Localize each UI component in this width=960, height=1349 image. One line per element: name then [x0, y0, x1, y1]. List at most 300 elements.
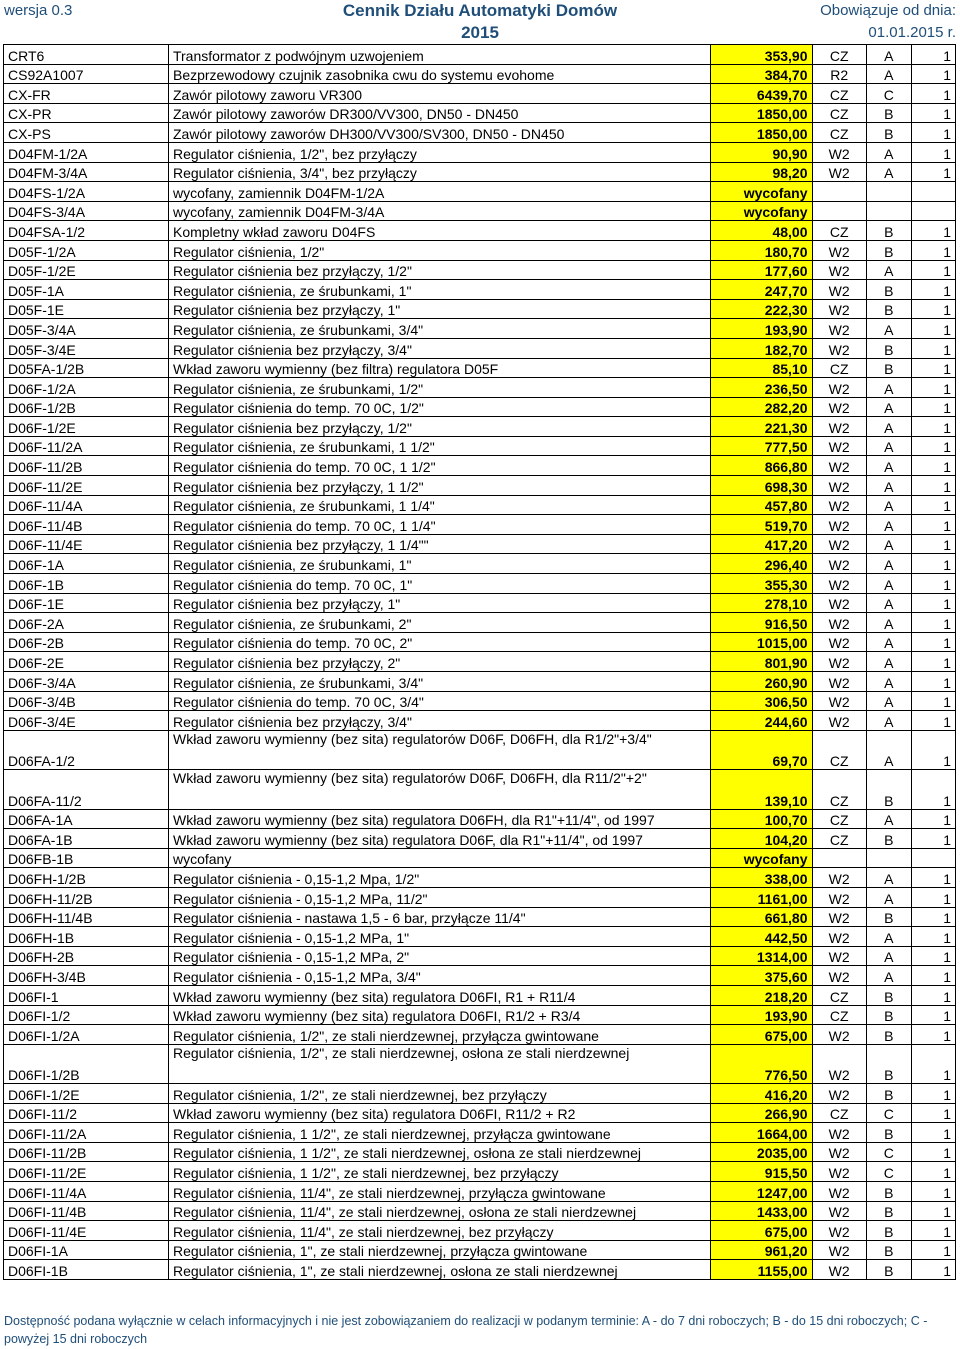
price-group-cell: W2 [812, 280, 866, 300]
price-cell: 1850,00 [711, 123, 812, 143]
price-cell: 85,10 [711, 358, 812, 378]
unit-cell: 1 [911, 1123, 955, 1143]
valid-from-date: 01.01.2015 r. [868, 24, 956, 41]
price-group-cell: W2 [812, 632, 866, 652]
table-row [4, 123, 956, 143]
unit-cell: 1 [911, 123, 955, 143]
unit-cell: 1 [911, 632, 955, 652]
price-cell: 457,80 [711, 495, 812, 515]
product-code-cell: D06FI-1A [4, 1240, 169, 1260]
price-group-cell: W2 [812, 1123, 866, 1143]
description-cell: Regulator ciśnienia bez przyłączy, 3/4" [168, 338, 710, 358]
price-group-cell: W2 [812, 652, 866, 672]
unit-cell: 1 [911, 946, 955, 966]
description-cell: Regulator ciśnienia, 1", ze stali nierdzewnej, osłona ze stali nierdzewnej [168, 1260, 710, 1280]
availability-cell: A [866, 593, 911, 613]
description-cell: wycofany, zamiennik D04FM-3/4A [168, 201, 710, 221]
unit-cell [911, 848, 955, 868]
price-group-cell: W2 [812, 534, 866, 554]
unit-cell: 1 [911, 1142, 955, 1162]
table-row [4, 1084, 956, 1104]
unit-cell: 1 [911, 1103, 955, 1123]
description-cell: Regulator ciśnienia bez przyłączy, 1" [168, 593, 710, 613]
price-group-cell: CZ [812, 103, 866, 123]
product-code-cell: D05F-3/4A [4, 319, 169, 339]
product-code-cell: D06FI-1/2B [4, 1044, 169, 1083]
table-row [4, 221, 956, 241]
price-cell: 236,50 [711, 378, 812, 398]
product-code-cell: D04FS-3/4A [4, 201, 169, 221]
description-cell: Regulator ciśnienia, 1/2", ze stali nierdzewnej, osłona ze stali nierdzewnej [168, 1044, 710, 1083]
product-code-cell: D05FA-1/2B [4, 358, 169, 378]
price-group-cell: W2 [812, 907, 866, 927]
title-line-2: 2015 [461, 23, 499, 42]
description-cell: Regulator ciśnienia bez przyłączy, 1/2" [168, 417, 710, 437]
unit-cell: 1 [911, 1025, 955, 1045]
table-row [4, 632, 956, 652]
table-row [4, 1142, 956, 1162]
price-cell: 177,60 [711, 260, 812, 280]
product-code-cell: D06F-3/4B [4, 691, 169, 711]
description-cell: Regulator ciśnienia, ze śrubunkami, 1/2" [168, 378, 710, 398]
price-cell: 915,50 [711, 1162, 812, 1182]
availability-cell: B [866, 1221, 911, 1241]
description-cell: Wkład zaworu wymienny (bez sita) regulatora D06FI, R1/2 + R3/4 [168, 1005, 710, 1025]
availability-cell: B [866, 1044, 911, 1083]
product-code-cell: D06FA-1B [4, 829, 169, 849]
price-group-cell: W2 [812, 338, 866, 358]
product-code-cell: CX-PR [4, 103, 169, 123]
product-code-cell: D06FI-1 [4, 985, 169, 1005]
description-cell: Regulator ciśnienia, 1", ze stali nierdzewnej, przyłącza gwintowane [168, 1240, 710, 1260]
price-group-cell: CZ [812, 123, 866, 143]
price-group-cell: W2 [812, 691, 866, 711]
description-cell: Zawór pilotowy zaworów DR300/VV300, DN50 - DN450 [168, 103, 710, 123]
product-code-cell: D04FS-1/2A [4, 182, 169, 202]
price-cell: 1155,00 [711, 1260, 812, 1280]
availability-cell: B [866, 1084, 911, 1104]
table-row [4, 613, 956, 633]
product-code-cell: D06FH-1B [4, 927, 169, 947]
price-cell: 244,60 [711, 711, 812, 731]
description-cell: Regulator ciśnienia, 11/4", ze stali nierdzewnej, osłona ze stali nierdzewnej [168, 1201, 710, 1221]
price-group-cell: W2 [812, 436, 866, 456]
version-label: wersja 0.3 [4, 2, 73, 19]
price-group-cell: CZ [812, 358, 866, 378]
availability-cell: A [866, 397, 911, 417]
price-group-cell: W2 [812, 142, 866, 162]
price-cell: wycofany [711, 201, 812, 221]
product-code-cell: D06F-11/4E [4, 534, 169, 554]
product-code-cell: CRT6 [4, 45, 169, 65]
price-group-cell: W2 [812, 1260, 866, 1280]
price-cell: 375,60 [711, 966, 812, 986]
product-code-cell: D06F-11/4B [4, 515, 169, 535]
price-group-cell: W2 [812, 1044, 866, 1083]
price-group-cell: W2 [812, 868, 866, 888]
description-cell: Regulator ciśnienia, ze śrubunkami, 1" [168, 554, 710, 574]
price-cell: 776,50 [711, 1044, 812, 1083]
product-code-cell: D06F-1E [4, 593, 169, 613]
price-group-cell: W2 [812, 574, 866, 594]
price-cell: 247,70 [711, 280, 812, 300]
description-cell: Wkład zaworu wymienny (bez sita) regulatora D06FI, R1 + R11/4 [168, 985, 710, 1005]
description-cell: Regulator ciśnienia, ze śrubunkami, 1" [168, 280, 710, 300]
unit-cell: 1 [911, 280, 955, 300]
availability-cell: A [866, 691, 911, 711]
availability-cell: A [866, 378, 911, 398]
table-row [4, 240, 956, 260]
availability-cell: B [866, 1201, 911, 1221]
unit-cell: 1 [911, 554, 955, 574]
table-row [4, 45, 956, 65]
availability-cell: A [866, 613, 911, 633]
table-row [4, 142, 956, 162]
price-cell: 417,20 [711, 534, 812, 554]
unit-cell: 1 [911, 927, 955, 947]
unit-cell: 1 [911, 574, 955, 594]
table-row [4, 652, 956, 672]
product-code-cell: D06F-1/2A [4, 378, 169, 398]
price-group-cell: CZ [812, 84, 866, 104]
price-group-cell: W2 [812, 1142, 866, 1162]
availability-cell: A [866, 868, 911, 888]
price-cell: 1664,00 [711, 1123, 812, 1143]
table-row [4, 1162, 956, 1182]
price-group-cell [812, 201, 866, 221]
description-cell: Regulator ciśnienia do temp. 70 0C, 3/4" [168, 691, 710, 711]
description-cell: Zawór pilotowy zaworów DH300/VV300/SV300, DN50 - DN450 [168, 123, 710, 143]
price-group-cell: W2 [812, 1201, 866, 1221]
unit-cell: 1 [911, 907, 955, 927]
table-row [4, 495, 956, 515]
price-group-cell: W2 [812, 1221, 866, 1241]
availability-cell: B [866, 280, 911, 300]
price-cell: 260,90 [711, 672, 812, 692]
product-code-cell: D04FM-3/4A [4, 162, 169, 182]
description-cell: Regulator ciśnienia - nastawa 1,5 - 6 bar, przyłącze 11/4" [168, 907, 710, 927]
price-group-cell: W2 [812, 1182, 866, 1202]
availability-cell: A [866, 495, 911, 515]
table-row [4, 985, 956, 1005]
unit-cell: 1 [911, 711, 955, 731]
table-row [4, 868, 956, 888]
price-cell: 355,30 [711, 574, 812, 594]
table-row [4, 672, 956, 692]
product-code-cell: D06FH-2B [4, 946, 169, 966]
description-cell: Regulator ciśnienia, 11/4", ze stali nierdzewnej, bez przyłączy [168, 1221, 710, 1241]
description-cell: Regulator ciśnienia, ze śrubunkami, 3/4" [168, 672, 710, 692]
availability-cell: B [866, 1182, 911, 1202]
product-code-cell: D06FA-11/2 [4, 770, 169, 809]
unit-cell: 1 [911, 1084, 955, 1104]
price-cell: 100,70 [711, 809, 812, 829]
description-cell: Regulator ciśnienia - 0,15-1,2 Mpa, 1/2" [168, 868, 710, 888]
availability-cell: B [866, 358, 911, 378]
price-cell: 916,50 [711, 613, 812, 633]
table-row [4, 809, 956, 829]
table-row [4, 515, 956, 535]
product-code-cell: D06F-3/4A [4, 672, 169, 692]
product-code-cell: D05F-3/4E [4, 338, 169, 358]
unit-cell: 1 [911, 770, 955, 809]
product-code-cell: D06F-11/2B [4, 456, 169, 476]
price-group-cell: R2 [812, 64, 866, 84]
availability-cell: A [866, 476, 911, 496]
description-cell: Wkład zaworu wymienny (bez sita) regulatora D06F, dla R1"+11/4", od 1997 [168, 829, 710, 849]
availability-cell: A [866, 632, 911, 652]
table-row [4, 378, 956, 398]
price-group-cell: CZ [812, 221, 866, 241]
unit-cell: 1 [911, 613, 955, 633]
table-row [4, 1123, 956, 1143]
product-code-cell: D05F-1E [4, 299, 169, 319]
product-code-cell: D06F-2A [4, 613, 169, 633]
price-group-cell: W2 [812, 240, 866, 260]
product-code-cell: D06F-1A [4, 554, 169, 574]
price-cell: 1015,00 [711, 632, 812, 652]
table-row [4, 829, 956, 849]
unit-cell: 1 [911, 966, 955, 986]
availability-cell: C [866, 1162, 911, 1182]
product-code-cell: CX-FR [4, 84, 169, 104]
description-cell: Regulator ciśnienia, 1 1/2", ze stali nierdzewnej, bez przyłączy [168, 1162, 710, 1182]
unit-cell: 1 [911, 397, 955, 417]
price-cell: 661,80 [711, 907, 812, 927]
unit-cell [911, 182, 955, 202]
table-row [4, 848, 956, 868]
product-code-cell: D06FH-1/2B [4, 868, 169, 888]
unit-cell: 1 [911, 672, 955, 692]
availability-cell: A [866, 574, 911, 594]
table-row [4, 730, 956, 769]
product-code-cell: D06FI-11/4A [4, 1182, 169, 1202]
price-group-cell: W2 [812, 966, 866, 986]
product-code-cell: D06FI-11/2B [4, 1142, 169, 1162]
price-cell: 218,20 [711, 985, 812, 1005]
description-cell: Wkład zaworu wymienny (bez filtra) regulatora D05F [168, 358, 710, 378]
unit-cell: 1 [911, 64, 955, 84]
price-group-cell: CZ [812, 1005, 866, 1025]
product-code-cell: CS92A1007 [4, 64, 169, 84]
table-row [4, 574, 956, 594]
availability-cell: C [866, 1103, 911, 1123]
description-cell: Regulator ciśnienia bez przyłączy, 1 1/2" [168, 476, 710, 496]
availability-cell: A [866, 436, 911, 456]
description-cell: Kompletny wkład zaworu D04FS [168, 221, 710, 241]
product-code-cell: CX-PS [4, 123, 169, 143]
description-cell: Regulator ciśnienia do temp. 70 0C, 1 1/2" [168, 456, 710, 476]
unit-cell: 1 [911, 1240, 955, 1260]
unit-cell: 1 [911, 1260, 955, 1280]
unit-cell: 1 [911, 730, 955, 769]
description-cell: Regulator ciśnienia, 1 1/2", ze stali nierdzewnej, osłona ze stali nierdzewnej [168, 1142, 710, 1162]
table-row [4, 1221, 956, 1241]
price-cell: 442,50 [711, 927, 812, 947]
availability-cell: A [866, 162, 911, 182]
product-code-cell: D05F-1/2E [4, 260, 169, 280]
availability-cell: B [866, 1005, 911, 1025]
availability-cell [866, 182, 911, 202]
availability-cell: A [866, 554, 911, 574]
table-row [4, 887, 956, 907]
product-code-cell: D06FI-1/2A [4, 1025, 169, 1045]
price-cell: 278,10 [711, 593, 812, 613]
product-code-cell: D06F-3/4E [4, 711, 169, 731]
unit-cell: 1 [911, 652, 955, 672]
unit-cell: 1 [911, 1201, 955, 1221]
description-cell: Regulator ciśnienia, 3/4", bez przyłączy [168, 162, 710, 182]
price-cell: 1247,00 [711, 1182, 812, 1202]
price-group-cell: W2 [812, 417, 866, 437]
availability-cell: B [866, 240, 911, 260]
price-cell: 306,50 [711, 691, 812, 711]
price-table-body [4, 45, 956, 1280]
description-cell: Regulator ciśnienia do temp. 70 0C, 1" [168, 574, 710, 594]
description-cell: Regulator ciśnienia, 1/2", bez przyłączy [168, 142, 710, 162]
product-code-cell: D06F-2E [4, 652, 169, 672]
product-code-cell: D06FI-1/2 [4, 1005, 169, 1025]
table-row [4, 1044, 956, 1083]
table-row [4, 397, 956, 417]
table-row [4, 691, 956, 711]
price-group-cell: W2 [812, 593, 866, 613]
unit-cell: 1 [911, 358, 955, 378]
description-cell: Regulator ciśnienia, ze śrubunkami, 1 1/2" [168, 436, 710, 456]
price-table [3, 44, 956, 1280]
price-cell: 338,00 [711, 868, 812, 888]
availability-cell: A [866, 809, 911, 829]
unit-cell: 1 [911, 162, 955, 182]
availability-cell: C [866, 84, 911, 104]
valid-from-label: Obowiązuje od dnia: [820, 2, 956, 19]
availability-cell: A [866, 319, 911, 339]
product-code-cell: D05F-1/2A [4, 240, 169, 260]
product-code-cell: D06FH-11/4B [4, 907, 169, 927]
table-row [4, 476, 956, 496]
price-group-cell: W2 [812, 495, 866, 515]
table-row [4, 1201, 956, 1221]
table-row [4, 280, 956, 300]
price-cell: 282,20 [711, 397, 812, 417]
price-group-cell: W2 [812, 476, 866, 496]
availability-cell: B [866, 1123, 911, 1143]
unit-cell: 1 [911, 1182, 955, 1202]
table-row [4, 946, 956, 966]
unit-cell: 1 [911, 1044, 955, 1083]
page-header [0, 0, 960, 44]
price-group-cell: W2 [812, 1240, 866, 1260]
description-cell: Regulator ciśnienia bez przyłączy, 1/2" [168, 260, 710, 280]
availability-cell: B [866, 829, 911, 849]
price-group-cell [812, 182, 866, 202]
price-group-cell: W2 [812, 946, 866, 966]
table-row [4, 593, 956, 613]
table-row [4, 1005, 956, 1025]
table-row [4, 966, 956, 986]
unit-cell: 1 [911, 103, 955, 123]
table-row [4, 201, 956, 221]
price-cell: 1314,00 [711, 946, 812, 966]
unit-cell: 1 [911, 809, 955, 829]
unit-cell: 1 [911, 417, 955, 437]
price-cell: 193,90 [711, 1005, 812, 1025]
table-row [4, 338, 956, 358]
availability-cell: B [866, 123, 911, 143]
product-code-cell: D06FI-1/2E [4, 1084, 169, 1104]
price-group-cell: CZ [812, 829, 866, 849]
price-cell: 1161,00 [711, 887, 812, 907]
table-row [4, 299, 956, 319]
unit-cell: 1 [911, 319, 955, 339]
table-row [4, 1025, 956, 1045]
availability-cell: A [866, 946, 911, 966]
price-group-cell: CZ [812, 985, 866, 1005]
description-cell: Bezprzewodowy czujnik zasobnika cwu do systemu evohome [168, 64, 710, 84]
description-cell: Wkład zaworu wymienny (bez sita) regulatorów D06F, D06FH, dla R11/2"+2" [168, 770, 710, 809]
product-code-cell: D06FB-1B [4, 848, 169, 868]
description-cell: Regulator ciśnienia bez przyłączy, 3/4" [168, 711, 710, 731]
price-group-cell: W2 [812, 1162, 866, 1182]
description-cell: Regulator ciśnienia do temp. 70 0C, 1 1/4" [168, 515, 710, 535]
valid-from [820, 0, 956, 44]
price-group-cell: W2 [812, 554, 866, 574]
price-group-cell: W2 [812, 162, 866, 182]
price-group-cell: W2 [812, 319, 866, 339]
price-cell: 180,70 [711, 240, 812, 260]
unit-cell: 1 [911, 534, 955, 554]
description-cell: Regulator ciśnienia bez przyłączy, 1" [168, 299, 710, 319]
unit-cell: 1 [911, 515, 955, 535]
price-cell: 69,70 [711, 730, 812, 769]
unit-cell: 1 [911, 887, 955, 907]
availability-cell: A [866, 534, 911, 554]
price-cell: 777,50 [711, 436, 812, 456]
availability-cell: A [866, 711, 911, 731]
product-code-cell: D06F-1/2B [4, 397, 169, 417]
table-row [4, 436, 956, 456]
price-cell: 416,20 [711, 1084, 812, 1104]
description-cell: Regulator ciśnienia, 1 1/2", ze stali nierdzewnej, przyłącza gwintowane [168, 1123, 710, 1143]
table-row [4, 456, 956, 476]
unit-cell: 1 [911, 985, 955, 1005]
unit-cell: 1 [911, 338, 955, 358]
price-group-cell: CZ [812, 809, 866, 829]
table-row [4, 162, 956, 182]
product-code-cell: D06FH-11/2B [4, 887, 169, 907]
availability-cell: B [866, 1025, 911, 1045]
unit-cell: 1 [911, 495, 955, 515]
unit-cell: 1 [911, 240, 955, 260]
product-code-cell: D04FSA-1/2 [4, 221, 169, 241]
table-row [4, 103, 956, 123]
availability-cell: A [866, 456, 911, 476]
availability-cell: A [866, 142, 911, 162]
price-cell: wycofany [711, 182, 812, 202]
description-cell: Regulator ciśnienia - 0,15-1,2 MPa, 3/4" [168, 966, 710, 986]
availability-cell: C [866, 1142, 911, 1162]
table-row [4, 260, 956, 280]
table-row [4, 554, 956, 574]
table-row [4, 1182, 956, 1202]
availability-cell: A [866, 652, 911, 672]
table-row [4, 927, 956, 947]
title-line-1: Cennik Działu Automatyki Domów [342, 1, 618, 20]
product-code-cell: D06F-11/4A [4, 495, 169, 515]
price-cell: 866,80 [711, 456, 812, 476]
price-group-cell: CZ [812, 1103, 866, 1123]
price-group-cell: W2 [812, 1084, 866, 1104]
